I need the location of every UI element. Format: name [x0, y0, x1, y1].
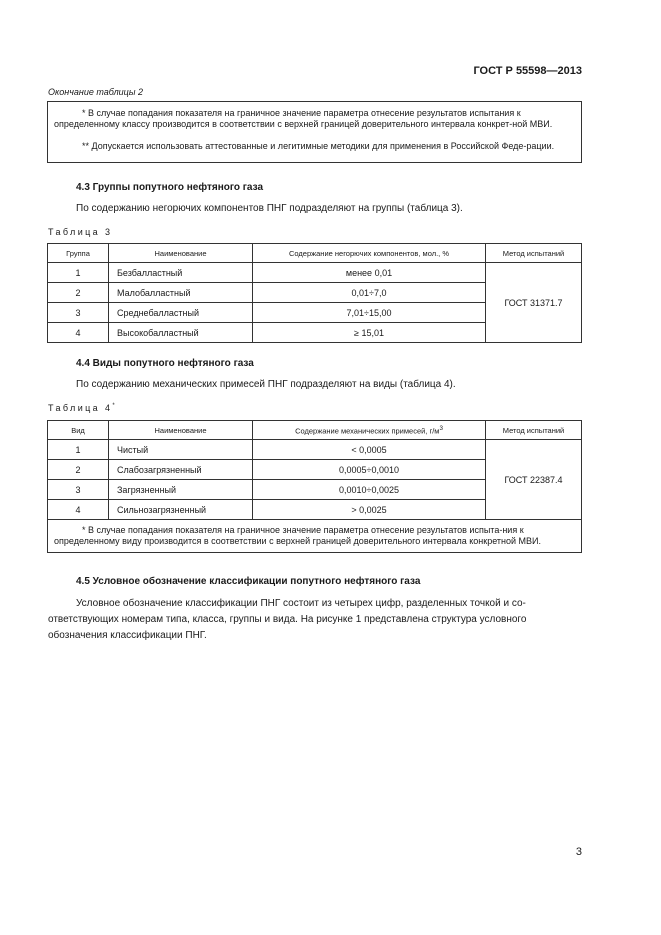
table-cell: 7,01÷15,00	[253, 303, 486, 323]
table4-header: Вид	[48, 421, 109, 440]
table-continuation-label: Окончание таблицы 2	[48, 87, 143, 97]
table3-header: Метод испытаний	[486, 244, 582, 263]
table-cell: 4	[48, 500, 109, 520]
table-cell: 2	[48, 460, 109, 480]
table4-header	[253, 421, 486, 440]
table-row	[48, 440, 582, 460]
section-4-5-text: Условное обозначение классификации ПНГ состоит из четырех цифр, разделенных точкой и со-ответствующих номерам типа, класса, группы и вида. На рисунке 1 представлена структура условного обозначения классификации ПНГ.	[48, 598, 527, 641]
table-cell: > 0,0025	[253, 500, 486, 520]
table4-header: Метод испытаний	[486, 421, 582, 440]
page-number: 3	[575, 846, 582, 858]
table-cell: 1	[48, 263, 109, 283]
table3-method: ГОСТ 31371.7	[486, 263, 582, 343]
table4-caption-text: Таблица 4	[48, 403, 113, 413]
document-header: ГОСТ Р 55598—2013	[473, 65, 582, 77]
table-row	[48, 263, 582, 283]
table4-caption-mark: *	[112, 403, 115, 409]
table4-header: Наименование	[109, 421, 253, 440]
table-cell: менее 0,01	[253, 263, 486, 283]
table-cell: ≥ 15,01	[253, 323, 486, 343]
table-cell: 2	[48, 283, 109, 303]
table4-method: ГОСТ 22387.4	[486, 440, 582, 520]
section-4-3-text: По содержанию негорючих компонентов ПНГ подразделяют на группы (таблица 3).	[76, 203, 463, 214]
table-cell: Малобалластный	[109, 283, 253, 303]
table-cell: 3	[48, 303, 109, 323]
table2-notes	[47, 101, 582, 163]
table-cell: 0,01÷7,0	[253, 283, 486, 303]
table-cell: Чистый	[109, 440, 253, 460]
table3-header: Содержание негорючих компонентов, мол., %	[253, 244, 486, 263]
table-cell: Высокобалластный	[109, 323, 253, 343]
section-4-4-text: По содержанию механических примесей ПНГ подразделяют на виды (таблица 4).	[76, 379, 456, 390]
table4	[47, 420, 582, 553]
table4-caption	[48, 403, 115, 413]
section-4-5-title: 4.5 Условное обозначение классификации попутного нефтяного газа	[76, 576, 421, 587]
table-cell: Безбалластный	[109, 263, 253, 283]
table-cell: 0,0010÷0,0025	[253, 480, 486, 500]
table-cell: Сильнозагрязненный	[109, 500, 253, 520]
section-4-3-title: 4.3 Группы попутного нефтяного газа	[76, 182, 264, 193]
table3-header: Группа	[48, 244, 109, 263]
section-4-4-title: 4.4 Виды попутного нефтяного газа	[76, 358, 254, 369]
table3	[47, 243, 582, 343]
table2-note-2: ** Допускается использовать аттестованные и легитимные методики для применения в Российской Феде-рации.	[82, 141, 555, 151]
table3-header: Наименование	[109, 244, 253, 263]
table4-footnote: * В случае попадания показателя на граничное значение параметра отнесение результатов испыта-ния к определенному виду производится в соответствии с верхней границей доверительного интервала конкретной МВИ.	[48, 520, 582, 553]
table-cell: 4	[48, 323, 109, 343]
table4-header-sup: 3	[439, 424, 443, 432]
table-cell: Загрязненный	[109, 480, 253, 500]
table-cell: Слабозагрязненный	[109, 460, 253, 480]
table-cell: 3	[48, 480, 109, 500]
table-cell: 0,0005÷0,0010	[253, 460, 486, 480]
table-cell: 1	[48, 440, 109, 460]
table-cell: Среднебалластный	[109, 303, 253, 323]
table4-header-text: Содержание механических примесей, г/м	[295, 426, 440, 436]
table3-caption: Таблица 3	[48, 227, 113, 237]
table-cell: < 0,0005	[253, 440, 486, 460]
table2-note-1: * В случае попадания показателя на граничное значение параметра отнесение результатов испытания к определенному классу производится в соответствии с верхней границей доверительного интервала конкрет-ной МВИ.	[54, 108, 553, 129]
